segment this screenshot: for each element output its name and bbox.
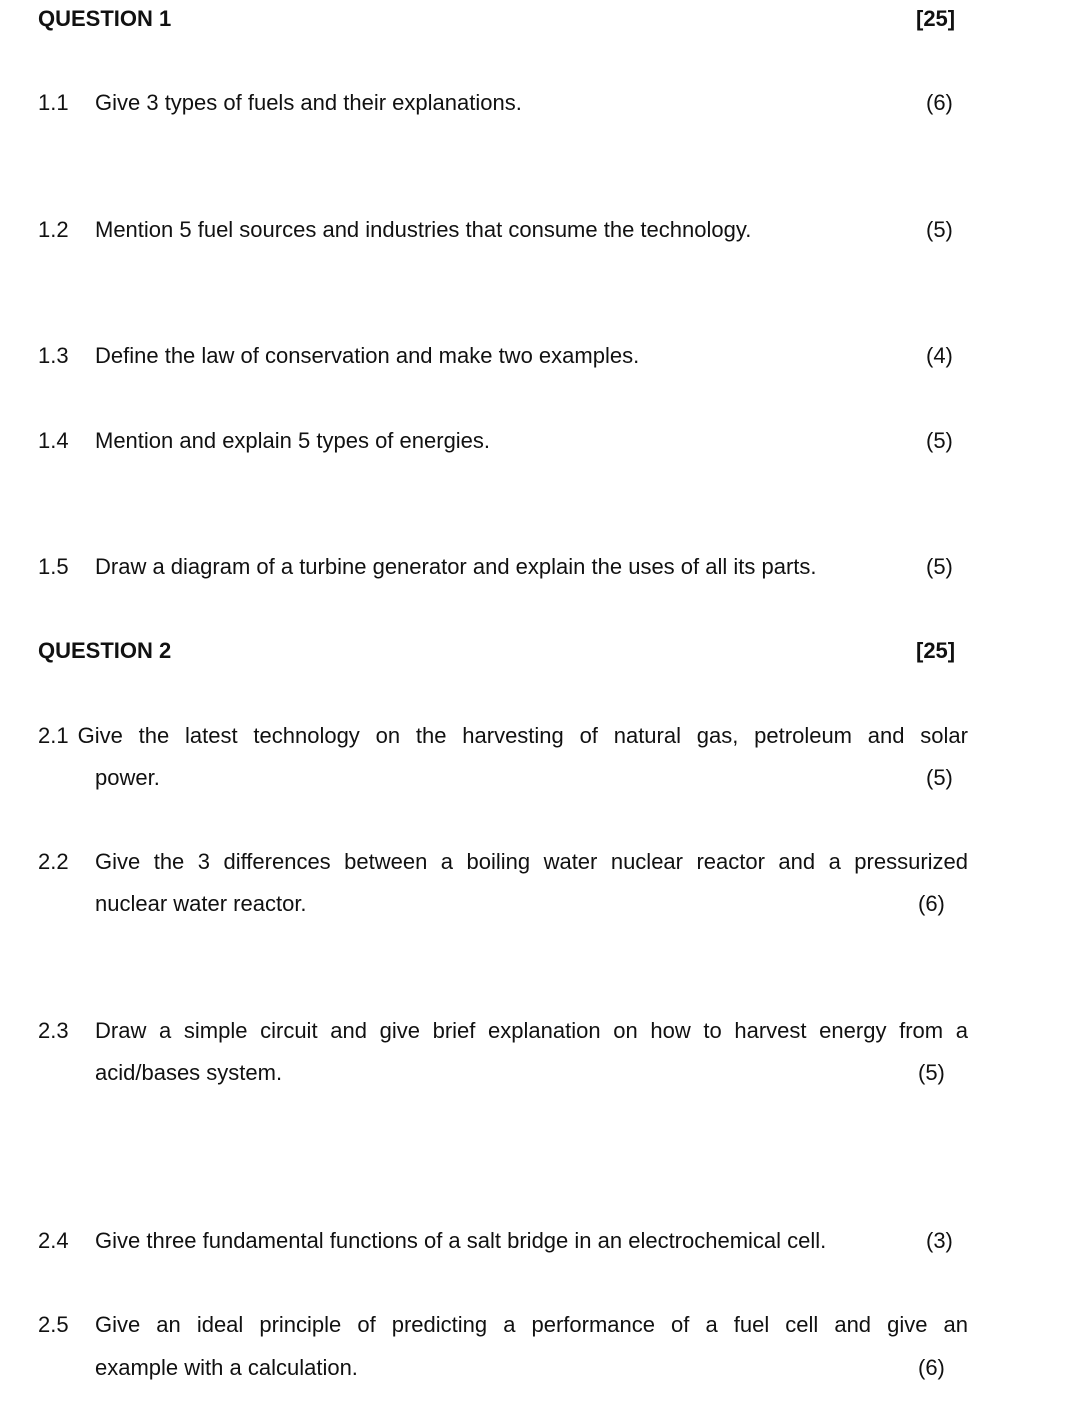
item-marks: (5)	[918, 1060, 945, 1085]
item-marks: (4)	[926, 343, 953, 368]
item-text-continued: power.	[95, 765, 160, 790]
item-number: 1.3	[38, 343, 69, 368]
item-number: 2.4	[38, 1228, 69, 1253]
item-number: 2.2	[38, 849, 69, 874]
item-number: 1.2	[38, 217, 69, 242]
item-text: Give the 3 differences between a boiling water nuclear reactor and a pressurized	[95, 849, 968, 874]
item-text: Mention and explain 5 types of energies.	[95, 428, 491, 453]
item-marks: (6)	[926, 90, 953, 115]
question-2-total-marks: [25]	[916, 638, 956, 663]
item-marks: (5)	[926, 765, 953, 790]
item-text: Give an ideal principle of predicting a performance of a fuel cell and give an	[95, 1312, 968, 1337]
item-marks: (5)	[926, 554, 953, 579]
item-text-continued: nuclear water reactor.	[95, 891, 307, 916]
item-text: Mention 5 fuel sources and industries that consume the technology.	[95, 217, 752, 242]
item-text: Define the law of conservation and make two examples.	[95, 343, 640, 368]
item-number: 2.3	[38, 1018, 69, 1043]
item-text: Draw a diagram of a turbine generator and explain the uses of all its parts.	[95, 554, 817, 579]
item-marks: (6)	[918, 891, 945, 916]
question-1-heading: QUESTION 1	[38, 6, 172, 31]
item-marks: (5)	[926, 217, 953, 242]
question-2-heading: QUESTION 2	[38, 638, 172, 663]
item-marks: (5)	[926, 428, 953, 453]
item-text-continued: example with a calculation.	[95, 1355, 358, 1380]
item-text: Give the latest technology on the harvesting of natural gas, petroleum and solar	[77, 723, 968, 748]
item-number: 2.5	[38, 1312, 69, 1337]
item-number: 1.1	[38, 90, 69, 115]
question-1-total-marks: [25]	[916, 6, 956, 31]
item-marks: (3)	[926, 1228, 953, 1253]
item-number: 1.5	[38, 554, 69, 579]
item-text: Give three fundamental functions of a salt bridge in an electrochemical cell.	[95, 1228, 827, 1253]
item-marks: (6)	[918, 1355, 945, 1380]
item-text: Draw a simple circuit and give brief explanation on how to harvest energy from a	[95, 1018, 968, 1043]
item-number: 1.4	[38, 428, 69, 453]
item-2-1-line-1	[38, 723, 968, 749]
item-number: 2.1	[38, 723, 69, 748]
item-text-continued: acid/bases system.	[95, 1060, 283, 1085]
item-text: Give 3 types of fuels and their explanations.	[95, 90, 522, 115]
